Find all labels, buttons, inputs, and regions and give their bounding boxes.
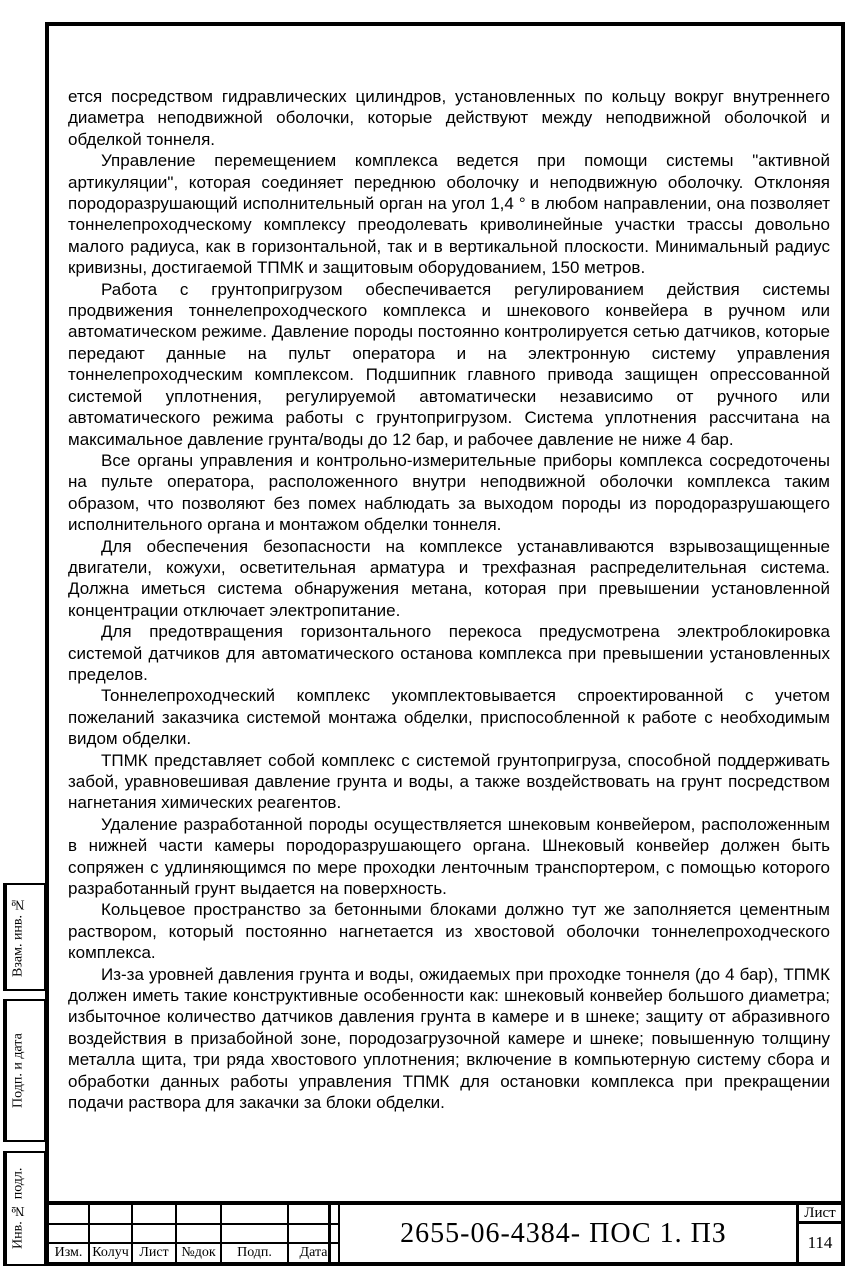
- paragraph: Управление перемещением комплекса ведется при помощи системы "активной артикуляции", которая соединяет переднюю оболочку и неподвижную оболочку. Отклоняя породоразрушающий исполнительный орган на угол 1,4 ° в любом направлении, она позволяет тоннелепроходческому комплексу преодолевать криволинейные участки трассы довольно малого радиуса, как в горизонтальной, так и в вертикальной плоскости. Минимальный радиус кривизны, достигаемой ТПМК и защитовым оборудованием, 150 метров.: [68, 151, 830, 278]
- paragraph: Тоннелепроходческий комплекс укомплектовывается спроектированной с учетом пожеланий заказчика системой монтажа обделки, приспособленной к работе с необходимым видом обделки.: [68, 686, 830, 749]
- revision-table-header-list: Лист: [132, 1243, 176, 1262]
- vertical-label: Подп. и дата: [5, 1001, 30, 1140]
- revision-table-header-izm: Изм.: [49, 1243, 89, 1262]
- sheet-column: [799, 1205, 841, 1262]
- paragraph: Удаление разработанной породы осуществляется шнековым конвейером, расположенным в нижней части камеры породоразрушающего органа. Шнековый конвейер должен быть сопряжен с удлиняющимся по мере проходки ленточным транспортером, с помощью которого разработанный грунт выдается на поверхность.: [68, 814, 830, 899]
- revision-table-header-koluch: Колуч: [89, 1243, 132, 1262]
- revision-table-row: [49, 1224, 339, 1242]
- title-block: [45, 1201, 845, 1266]
- revision-table-header-podp: Подп.: [221, 1243, 288, 1262]
- revision-table-empty-cell: [49, 1205, 89, 1224]
- revision-table-header-nodok: №док: [176, 1243, 221, 1262]
- vertical-label: Инв. № подл.: [5, 1153, 30, 1264]
- document-number: 2655-06-4384- ПОС 1. ПЗ: [328, 1205, 799, 1262]
- stamp-box-podp-data: [3, 999, 46, 1142]
- paragraph: ТПМК представляет собой комплекс с системой грунтопригруза, способной поддерживать забой, уравновешивая давление грунта и воды, а также воздействовать на грунт посредством нагнетания химических реагентов.: [68, 750, 830, 813]
- revision-table-empty-cell: [89, 1224, 132, 1242]
- page-frame: [45, 22, 845, 1266]
- stamp-box-vzam-inv: [3, 883, 46, 991]
- revision-table-header-row: [49, 1243, 339, 1262]
- stamp-box-inv-podl: [3, 1151, 46, 1266]
- sheet-number: 114: [807, 1233, 833, 1252]
- paragraph: Работа с грунтопригрузом обеспечивается регулированием действия системы продвижения тоннелепроходческого комплекса и шнекового конвейера в ручном или автоматическом режиме. Давление породы постоянно контролируется сетью датчиков, которые передают данные на пульт оператора и на электронную систему управления тоннелепроходческим комплексом. Подшипник главного привода защищен опрессованной системой уплотнения, регулируемой автоматически независимо от ручного или автоматического режима работы с грунтопригрузом. Система уплотнения рассчитана на максимальное давление грунта/воды до 12 бар, и рабочее давление не ниже 4 бар.: [68, 279, 830, 449]
- revision-table-empty-cell: [221, 1224, 288, 1242]
- stamp-box-empty-cell: [30, 1153, 44, 1264]
- revision-table: [49, 1205, 340, 1262]
- revision-table-row: [49, 1205, 339, 1224]
- revision-table-empty-cell: [221, 1205, 288, 1224]
- paragraph: Для предотвращения горизонтального перекоса предусмотрена электроблокировка системой датчиков для автоматического останова комплекса при превышении установленных пределов.: [68, 622, 830, 684]
- revision-table-empty-cell: [176, 1205, 221, 1224]
- revision-table-empty-cell: [89, 1205, 132, 1224]
- revision-table-empty-cell: [132, 1224, 176, 1242]
- revision-table-empty-cell: [176, 1224, 221, 1242]
- stamp-box-empty-cell: [30, 1001, 44, 1140]
- paragraph: Все органы управления и контрольно-измерительные приборы комплекса сосредоточены на пульте оператора, расположенного внутри неподвижной оболочки комплекса таким образом, что позволяют без помех наблюдать за выходом породы из породоразрушающего исполнительного органа и монтажом обделки тоннеля.: [68, 450, 830, 535]
- document-text-block: [68, 86, 830, 1114]
- paragraph: Для обеспечения безопасности на комплексе устанавливаются взрывозащищенные двигатели, кожухи, осветительная арматура и трехфазная распределительная система. Должна иметься система обнаружения метана, которая при превышении установленной концентрации отключает электропитание.: [68, 536, 830, 620]
- paragraph: ется посредством гидравлических цилиндров, установленных по кольцу вокруг внутреннего диаметра неподвижной оболочки, которые действуют между неподвижной оболочкой и обделкой тоннеля.: [68, 87, 830, 149]
- paragraph: Из-за уровней давления грунта и воды, ожидаемых при проходке тоннеля (до 4 бар), ТПМК должен иметь такие конструктивные особенности как: шнековый конвейер большого диаметра; избыточное количество датчиков давления грунта в камере и в шнеке; защиту от абразивного воздействия в призабойной зоне, породозагрузочной камере и шнеке; повышенную толщину металла щита, три ряда хвостового уплотнения; включение в компьютерную систему сбора и обработки данных работы управления ТПМК для остановки комплекса при прекращении подачи раствора для закачки за блоки обделки.: [68, 964, 830, 1113]
- revision-table-empty-cell: [132, 1205, 176, 1224]
- stamp-box-empty-cell: [30, 885, 44, 989]
- paragraph: Кольцевое пространство за бетонными блоками должно тут же заполняется цементным раствором, который постоянно нагнетается из хвостовой оболочки тоннелепроходческого комплекса.: [68, 900, 830, 963]
- revision-table-header-data: Дата: [288, 1243, 339, 1262]
- sheet-label: Лист: [799, 1205, 841, 1224]
- vertical-label: Взам. инв. №: [5, 885, 30, 989]
- revision-table-empty-cell: [49, 1224, 89, 1242]
